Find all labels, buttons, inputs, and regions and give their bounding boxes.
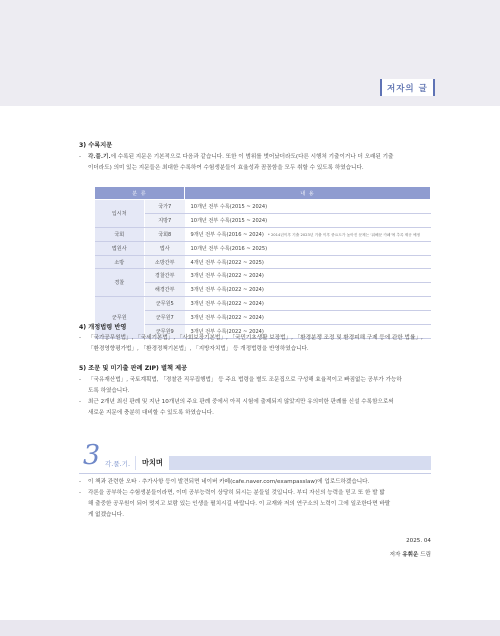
content-cell: 3개년 전부 수록(2022 ~ 2024): [185, 325, 431, 339]
table-row: [95, 200, 431, 214]
closing-divider: [79, 473, 431, 474]
exam-cell: 군무원5: [145, 297, 185, 311]
table-head-category: 분 류: [95, 187, 185, 200]
exam-cell: 법사: [145, 241, 185, 255]
table-row: [95, 311, 431, 325]
category-cell: 법원사: [95, 241, 145, 255]
closing-line-1: 이 책과 관련한 오타 · 추가사항 등이 발견되면 네이버 카페(cafe.naver.com/exampasslaw)에 업로드하겠습니다.: [88, 479, 370, 485]
table-row: [95, 269, 431, 283]
closing-paragraph: - 이 책과 관련한 오타 · 추가사항 등이 발견되면 네이버 카페(cafe.naver.com/exampasslaw)에 업로드하겠습니다. - 각론을 공부하는 수험생분들이라면, 이미 공부능력이 상당히 되시는 분들일 것입니다. 부디 자신의 능력을 믿고 또 한 발 밟 해 출중한 공무원이 되어 멋지고 보람 있는 인생을 펼치시길 바랍니다. 이 교재와 저의 연구소의 노력이 그에 일조한다면 바랄 게 없겠습니다.: [79, 477, 431, 521]
content-cell: 10개년 전부 수록(2015 ~ 2024): [185, 200, 431, 214]
footnote: * 2014년이후 기출 2023년 기출 이후 중요도가 높아진 문제는 ‘위해문 카페’에 추록 제공 예정: [267, 232, 421, 237]
supplement-line-3: 최근 2개년 최신 판례 및 지난 10개년의 주요 판례 중에서 아직 시험에 출제되지 않았지만 유의미한 판례를 신설 수록함으로써: [88, 399, 394, 405]
sign-date: 2025. 04: [406, 538, 431, 544]
category-cell: 국회: [95, 227, 145, 241]
exam-cell: 해경간부: [145, 283, 185, 297]
content-cell: 4개년 전부 수록(2022 ~ 2025): [185, 255, 431, 269]
bottom-band: [0, 620, 500, 636]
content-cell: 3개년 전부 수록(2022 ~ 2024): [185, 311, 431, 325]
content-cell: 10개년 전부 수록(2015 ~ 2024): [185, 213, 431, 227]
content-cell: 3개년 전부 수록(2022 ~ 2024): [185, 269, 431, 283]
content-cell: [185, 227, 431, 241]
exam-cell: 지방7: [145, 213, 185, 227]
section-tag: [380, 79, 435, 96]
closing-heading: [79, 440, 431, 474]
closing-line-2: 각론을 공부하는 수험생분들이라면, 이미 공부능력이 상당히 되시는 분들일 것입니다. 부디 자신의 능력을 믿고 또 한 발 밟: [88, 490, 385, 496]
content-cell: 3개년 전부 수록(2022 ~ 2024): [185, 283, 431, 297]
exam-cell: 소방간부: [145, 255, 185, 269]
category-cell: 군무원: [95, 297, 145, 339]
closing-label: 각.풀.기.: [105, 460, 131, 468]
author-name: 유휘운: [402, 552, 419, 558]
supplement-line-2: 도록 하였습니다.: [88, 388, 130, 394]
table-row: [95, 283, 431, 297]
supplement-paragraph: - 「국유재산법」, 국토계획법, 「경찰관 직무집행법」 등 주요 법령을 별도 조문집으로 구성해 효율적이고 빠짐없는 공부가 가능하 도록 하였습니다. - 최근 2개년 최신 판례 및 지난 10개년의 주요 판례 중에서 아직 시험에 출제되지 않았지만 유의미한 판례를 신설 수록함으로써 새로운 지문에 충분히 대비할 수 있도록 하였습니다.: [79, 375, 431, 419]
exam-cell: 군무원9: [145, 325, 185, 339]
content-cell: 3개년 전부 수록(2022 ~ 2024): [185, 297, 431, 311]
heading-law-revisions: 4) 개정법령 반영: [79, 324, 127, 331]
category-cell: 경찰: [95, 269, 145, 297]
closing-line-3: 해 출중한 공무원이 되어 멋지고 보람 있는 인생을 펼치시길 바랍니다. 이 교재와 저의 연구소의 노력이 그에 일조한다면 바랄: [88, 501, 391, 507]
closing-bar: [135, 456, 431, 470]
category-cell: 입시처: [95, 200, 145, 228]
coverage-table: [94, 186, 431, 339]
supplement-line-4: 새로운 지문에 충분히 대비할 수 있도록 하였습니다.: [88, 410, 214, 416]
content-cell: 10개년 전부 수록(2016 ~ 2025): [185, 241, 431, 255]
section-tag-label: 저자의 글: [387, 83, 428, 94]
law-revisions-paragraph: - 「국가공무원법」, 「국세기본법」, 「사회보장기본법」, 「국민기초생활 보장법」, 「환경분쟁 조정 및 환경피해 구제 등에 관한 법률」, 「환경영향평가법」, 「환경정책기본법」, 「지방자치법」 등 개정법령을 반영하였습니다.: [79, 333, 431, 355]
closing-number: 3: [83, 440, 101, 471]
exam-cell: 국회8: [145, 227, 185, 241]
table-row: [95, 255, 431, 269]
law-line-2: 「환경영향평가법」, 「환경정책기본법」, 「지방자치법」 등 개정법령을 반영하였습니다.: [88, 346, 309, 352]
table-row: [95, 227, 431, 241]
closing-line-4: 게 없겠습니다.: [88, 512, 124, 518]
exam-cell: 국가7: [145, 200, 185, 214]
heading-supplement: 5) 조문 및 미기출 판례 ZIP) 별책 제공: [79, 365, 188, 372]
table-row: [95, 297, 431, 311]
table-row: [95, 241, 431, 255]
author-suffix: 드림: [420, 552, 431, 558]
table-head-content: 내 용: [185, 187, 431, 200]
heading-collected-passages: 3) 수록지문: [79, 142, 113, 149]
exam-cell: 경찰간부: [145, 269, 185, 283]
closing-title: 마치며: [142, 458, 163, 467]
closing-title-box: [136, 456, 169, 470]
intro-line-1: 에 수록된 지문은 기본적으로 다음과 같습니다. 또한 이 범위를 벗어났더라도(다른 시행처 기출이거나 더 오래된 기출: [110, 154, 394, 160]
exam-cell: 군무원7: [145, 311, 185, 325]
intro-line-2: 이더라도) 의미 있는 지문들은 최대한 수록하여 수험생분들이 효율성과 꼼꼼함을 모두 취할 수 있도록 하였습니다.: [88, 165, 364, 171]
author-prefix: 저자: [389, 552, 401, 558]
intro-paragraph: - 각.풀.기.에 수록된 지문은 기본적으로 다음과 같습니다. 또한 이 범위를 벗어났더라도(다른 시행처 기출이거나 더 오래된 기출 이더라도) 의미 있는 지문들은 최대한 수록하여 수험생분들이 효율성과 꼼꼼함을 모두 취할 수 있도록 하였습니다.: [79, 152, 431, 174]
book-name: 각.풀.기.: [88, 154, 111, 160]
content-text: 9개년 전부 수록(2016 ~ 2024): [190, 231, 264, 238]
law-line-1: 「국가공무원법」, 「국세기본법」, 「사회보장기본법」, 「국민기초생활 보장법」, 「환경분쟁 조정 및 환경피해 구제 등에 관한 법률」,: [88, 335, 423, 341]
table-row: [95, 213, 431, 227]
category-cell: 소방: [95, 255, 145, 269]
supplement-line-1: 「국유재산법」, 국토계획법, 「경찰관 직무집행법」 등 주요 법령을 별도 조문집으로 구성해 효율적이고 빠짐없는 공부가 가능하: [88, 377, 402, 383]
sign-author: [390, 550, 431, 558]
